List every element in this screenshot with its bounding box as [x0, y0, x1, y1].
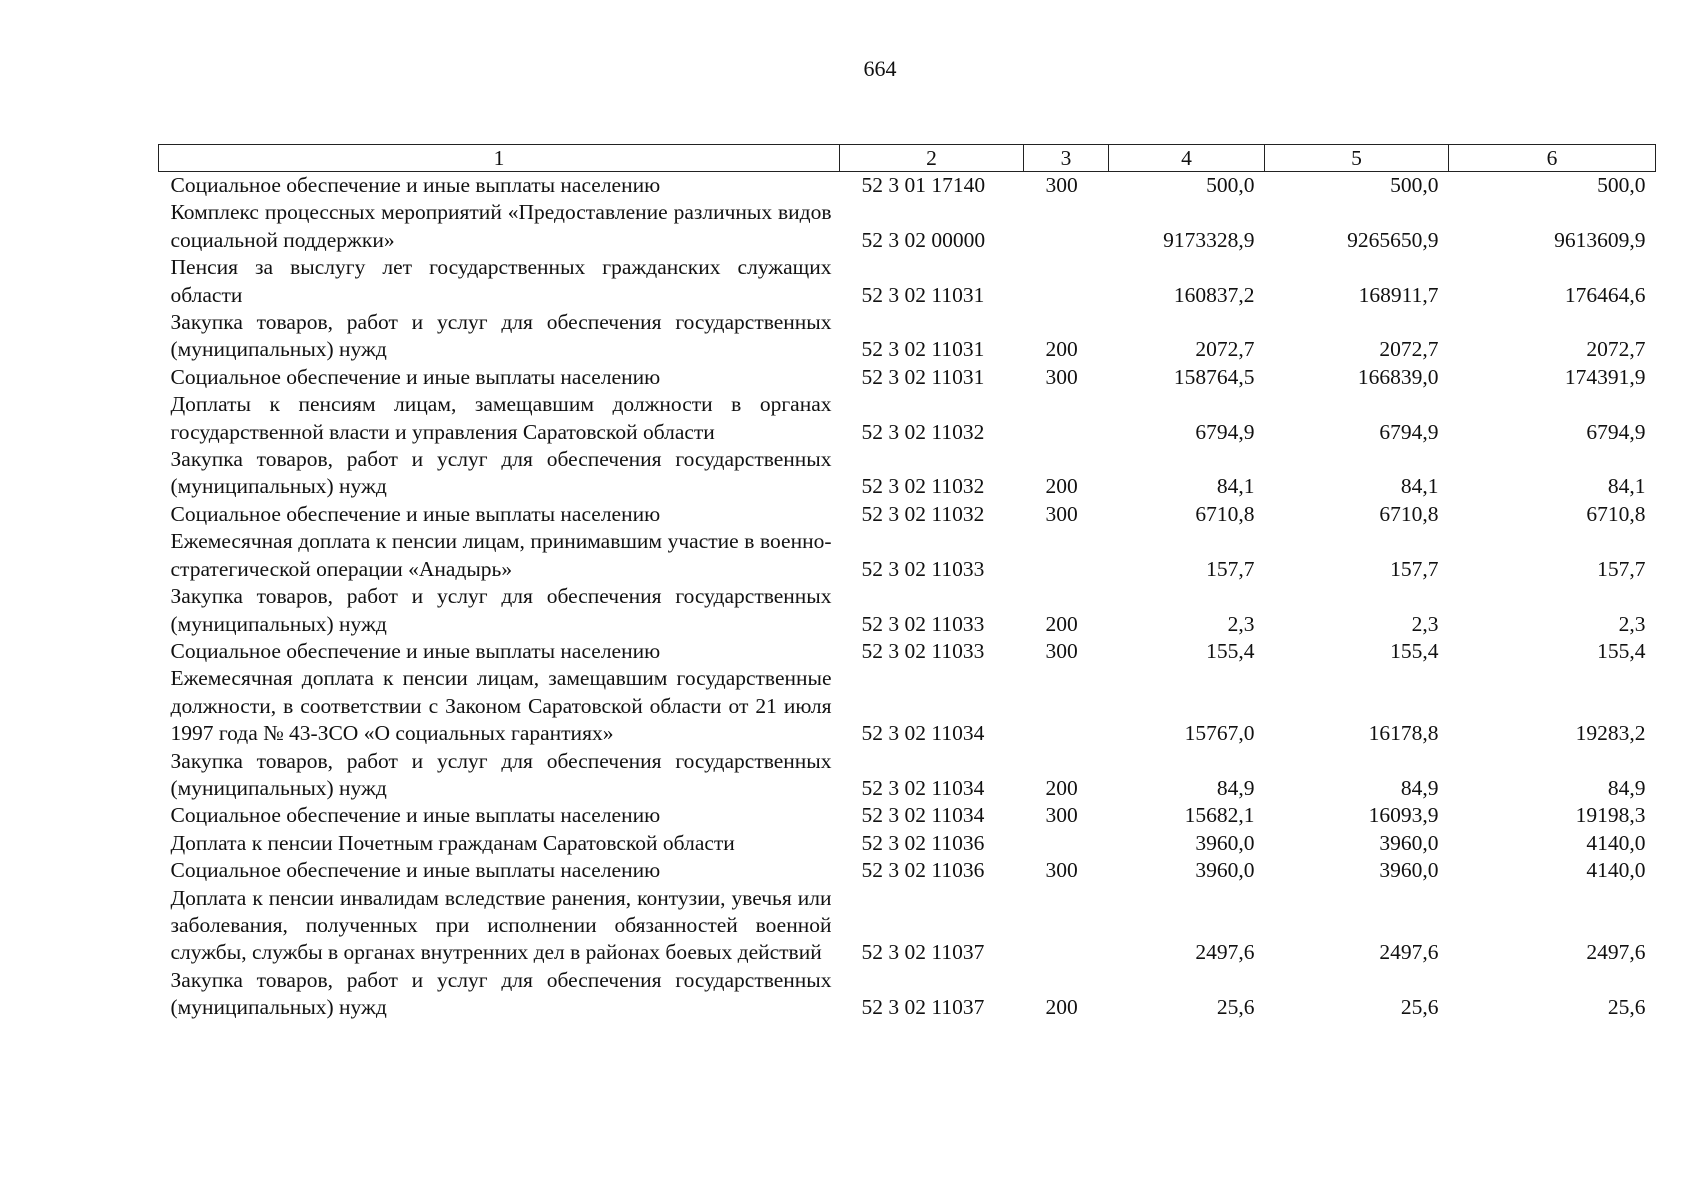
table-row [159, 528, 1656, 583]
table-row [159, 830, 1656, 857]
row-value-col6-cell: 84,9 [1607, 775, 1646, 800]
row-value-col5-cell: 2,3 [1411, 611, 1439, 636]
row-expense-type-cell [1024, 254, 1109, 309]
row-expense-type-cell [1024, 199, 1109, 254]
row-value-col4-cell: 6794,9 [1195, 419, 1255, 444]
row-value-col5-cell: 168911,7 [1358, 282, 1439, 307]
row-code-cell: 52 3 02 11036 [861, 858, 985, 883]
table-row [159, 638, 1656, 665]
column-header-4: 4 [1109, 145, 1265, 172]
table-row [159, 364, 1656, 391]
row-value-col6-cell: 25,6 [1607, 995, 1646, 1020]
row-expense-type-cell: 300 [1045, 638, 1078, 663]
row-value-col6-cell: 157,7 [1597, 556, 1646, 581]
row-expense-type-cell: 300 [1045, 858, 1078, 883]
table-row [159, 254, 1656, 309]
row-expense-type-cell: 200 [1045, 337, 1078, 362]
row-expense-type-cell [1024, 528, 1109, 583]
row-name-cell: Комплекс процессных мероприятий «Предоставление различных видов социальной поддержки» [170, 200, 832, 252]
row-expense-type-cell [1024, 391, 1109, 446]
row-value-col4-cell: 15767,0 [1184, 721, 1255, 746]
row-value-col4-cell: 157,7 [1206, 556, 1255, 581]
table-row [159, 885, 1656, 967]
row-code-cell: 52 3 02 11036 [861, 830, 985, 855]
row-code-cell: 52 3 02 11037 [861, 940, 985, 965]
row-value-col6-cell: 174391,9 [1564, 364, 1646, 389]
row-value-col6-cell: 6794,9 [1586, 419, 1646, 444]
row-expense-type-cell [1024, 665, 1109, 747]
row-name-cell: Социальное обеспечение и иные выплаты населению [170, 364, 661, 389]
row-value-col6-cell: 2497,6 [1586, 940, 1646, 965]
table-header-row [159, 145, 1656, 172]
row-expense-type-cell: 300 [1045, 173, 1078, 197]
row-name-cell: Закупка товаров, работ и услуг для обеспечения государственных (муниципальных) нужд [170, 748, 832, 800]
row-value-col5-cell: 2072,7 [1379, 337, 1439, 362]
row-name-cell: Социальное обеспечение и иные выплаты населению [170, 638, 661, 663]
row-value-col4-cell: 25,6 [1216, 995, 1255, 1020]
row-name-cell: Доплаты к пенсиям лицам, замещавшим должности в органах государственной власти и управления Саратовской области [170, 392, 832, 444]
row-value-col6-cell: 2072,7 [1586, 337, 1646, 362]
column-header-6: 6 [1449, 145, 1656, 172]
row-value-col4-cell: 155,4 [1206, 638, 1255, 663]
page-number: 664 [863, 56, 897, 81]
row-value-col6-cell: 84,1 [1607, 474, 1646, 499]
row-value-col4-cell: 3960,0 [1195, 858, 1255, 883]
row-value-col4-cell: 84,9 [1216, 775, 1255, 800]
column-header-3: 3 [1024, 145, 1109, 172]
row-expense-type-cell: 300 [1045, 364, 1078, 389]
table-row [159, 501, 1656, 528]
row-value-col6-cell: 19198,3 [1575, 803, 1646, 828]
row-expense-type-cell: 200 [1045, 995, 1078, 1020]
row-value-col5-cell: 2497,6 [1379, 940, 1439, 965]
row-code-cell: 52 3 02 00000 [861, 227, 986, 252]
row-expense-type-cell: 200 [1045, 611, 1078, 636]
row-code-cell: 52 3 02 11032 [861, 501, 985, 526]
row-name-cell: Социальное обеспечение и иные выплаты населению [170, 501, 661, 526]
row-code-cell: 52 3 02 11031 [861, 364, 985, 389]
budget-table [158, 144, 1656, 1022]
row-name-cell: Ежемесячная доплата к пенсии лицам, принимавшим участие в военно-стратегической операции «Анадырь» [170, 529, 832, 581]
table-row [159, 665, 1656, 747]
row-value-col4-cell: 84,1 [1216, 474, 1255, 499]
row-value-col5-cell: 25,6 [1400, 995, 1439, 1020]
row-value-col4-cell: 160837,2 [1173, 282, 1255, 307]
row-code-cell: 52 3 01 17140 [861, 173, 986, 197]
row-value-col6-cell: 6710,8 [1586, 501, 1646, 526]
row-value-col4-cell: 500,0 [1206, 173, 1255, 197]
row-name-cell: Доплата к пенсии Почетным гражданам Саратовской области [170, 830, 735, 855]
row-value-col5-cell: 9265650,9 [1347, 227, 1439, 252]
row-value-col6-cell: 176464,6 [1564, 282, 1646, 307]
row-expense-type-cell [1024, 830, 1109, 857]
row-expense-type-cell: 200 [1045, 474, 1078, 499]
row-value-col6-cell: 500,0 [1597, 173, 1646, 197]
row-code-cell: 52 3 02 11031 [861, 282, 985, 307]
row-value-col4-cell: 15682,1 [1184, 803, 1255, 828]
row-name-cell: Закупка товаров, работ и услуг для обеспечения государственных (муниципальных) нужд [170, 310, 832, 362]
table-row [159, 446, 1656, 501]
row-value-col5-cell: 16178,8 [1368, 721, 1439, 746]
row-expense-type-cell: 300 [1045, 501, 1078, 526]
row-code-cell: 52 3 02 11031 [861, 337, 985, 362]
table-row [159, 391, 1656, 446]
row-value-col5-cell: 500,0 [1390, 173, 1439, 197]
row-code-cell: 52 3 02 11034 [861, 721, 985, 746]
row-value-col5-cell: 157,7 [1390, 556, 1439, 581]
row-name-cell: Социальное обеспечение и иные выплаты населению [170, 858, 661, 883]
table-row [159, 199, 1656, 254]
row-value-col6-cell: 9613609,9 [1554, 227, 1646, 252]
row-value-col4-cell: 3960,0 [1195, 830, 1255, 855]
row-name-cell: Социальное обеспечение и иные выплаты населению [170, 803, 661, 828]
row-name-cell: Доплата к пенсии инвалидам вследствие ранения, контузии, увечья или заболевания, полученных при исполнении обязанностей военной службы, службы в органах внутренних дел в районах боевых действий [170, 885, 832, 965]
row-code-cell: 52 3 02 11034 [861, 775, 985, 800]
row-name-cell: Пенсия за выслугу лет государственных гражданских служащих области [170, 255, 832, 307]
row-value-col4-cell: 2072,7 [1195, 337, 1255, 362]
row-expense-type-cell: 300 [1045, 803, 1078, 828]
row-name-cell: Закупка товаров, работ и услуг для обеспечения государственных (муниципальных) нужд [170, 967, 832, 1020]
row-name-cell: Ежемесячная доплата к пенсии лицам, замещавшим государственные должности, в соответствии с Законом Саратовской области от 21 июля 1997 года № 43-ЗСО «О социальных гарантиях» [170, 666, 832, 746]
row-code-cell: 52 3 02 11032 [861, 419, 985, 444]
row-value-col6-cell: 155,4 [1597, 638, 1646, 663]
row-value-col5-cell: 6794,9 [1379, 419, 1439, 444]
row-expense-type-cell: 200 [1045, 775, 1078, 800]
column-header-5: 5 [1265, 145, 1449, 172]
row-code-cell: 52 3 02 11034 [861, 803, 985, 828]
row-value-col5-cell: 6710,8 [1379, 501, 1439, 526]
row-code-cell: 52 3 02 11033 [861, 638, 985, 663]
table-row [159, 967, 1656, 1022]
row-code-cell: 52 3 02 11032 [861, 474, 985, 499]
column-header-2: 2 [840, 145, 1024, 172]
row-name-cell: Закупка товаров, работ и услуг для обеспечения государственных (муниципальных) нужд [170, 447, 832, 499]
table-row [159, 857, 1656, 884]
row-value-col4-cell: 9173328,9 [1163, 227, 1255, 252]
table-row [159, 309, 1656, 364]
row-expense-type-cell [1024, 885, 1109, 967]
table-row [159, 583, 1656, 638]
row-code-cell: 52 3 02 11033 [861, 556, 985, 581]
row-value-col6-cell: 2,3 [1618, 611, 1646, 636]
row-value-col5-cell: 84,9 [1400, 775, 1439, 800]
row-value-col4-cell: 2,3 [1227, 611, 1255, 636]
row-value-col4-cell: 158764,5 [1173, 364, 1255, 389]
table-body [159, 172, 1656, 1022]
row-value-col4-cell: 2497,6 [1195, 940, 1255, 965]
row-value-col6-cell: 4140,0 [1586, 830, 1646, 855]
column-header-1: 1 [159, 145, 840, 172]
row-value-col5-cell: 155,4 [1390, 638, 1439, 663]
row-value-col5-cell: 166839,0 [1357, 364, 1439, 389]
row-value-col4-cell: 6710,8 [1195, 501, 1255, 526]
row-value-col6-cell: 4140,0 [1586, 858, 1646, 883]
table-row [159, 172, 1656, 200]
table-row [159, 748, 1656, 803]
row-value-col5-cell: 3960,0 [1379, 858, 1439, 883]
row-value-col5-cell: 84,1 [1400, 474, 1439, 499]
row-value-col5-cell: 16093,9 [1368, 803, 1439, 828]
table-row [159, 802, 1656, 829]
row-value-col6-cell: 19283,2 [1575, 721, 1646, 746]
row-code-cell: 52 3 02 11037 [861, 995, 985, 1020]
row-name-cell: Закупка товаров, работ и услуг для обеспечения государственных (муниципальных) нужд [170, 584, 832, 636]
row-value-col5-cell: 3960,0 [1379, 830, 1439, 855]
row-code-cell: 52 3 02 11033 [861, 611, 985, 636]
row-name-cell: Социальное обеспечение и иные выплаты населению [170, 173, 661, 197]
